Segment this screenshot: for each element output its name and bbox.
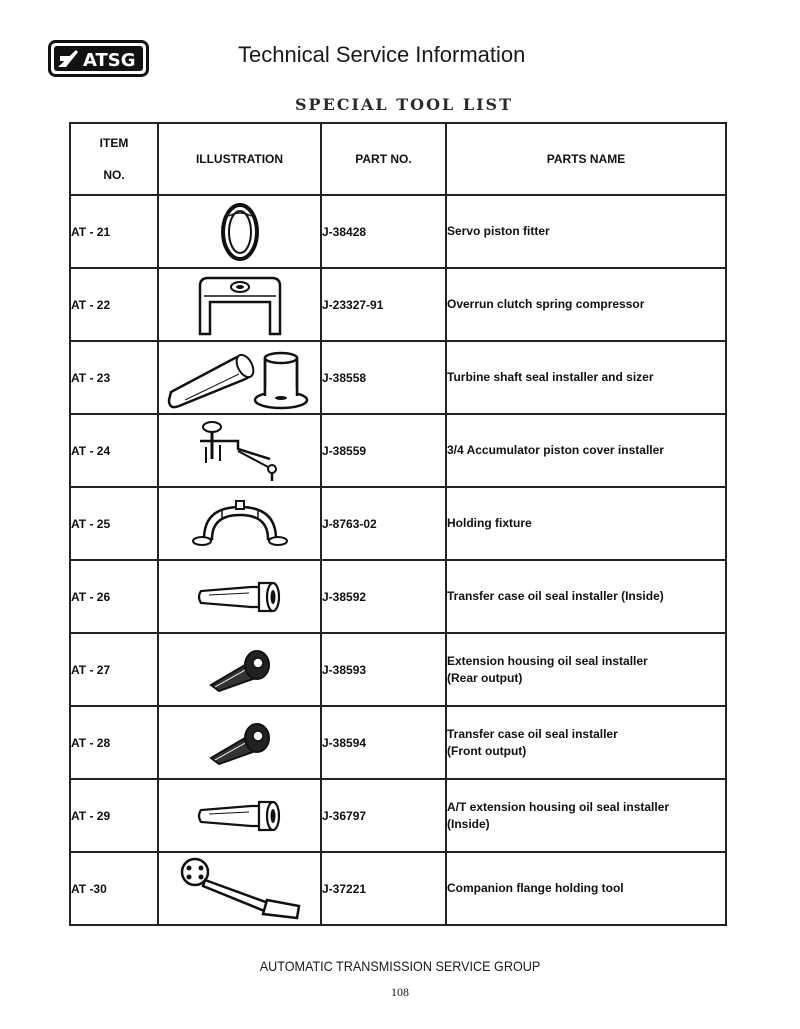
parts-name: Turbine shaft seal installer and sizer xyxy=(446,341,726,414)
part-no: J-38428 xyxy=(321,195,446,268)
item-no: AT - 21 xyxy=(70,195,158,268)
illustration-cell xyxy=(158,779,321,852)
table-row xyxy=(70,633,726,706)
column-header-parts-name: PARTS NAME xyxy=(446,123,726,195)
table-header-row xyxy=(70,123,726,195)
part-no: J-36797 xyxy=(321,779,446,852)
part-no: J-38559 xyxy=(321,414,446,487)
seal-driver-icon xyxy=(205,647,275,693)
parts-name: Transfer case oil seal installer (Inside) xyxy=(446,560,726,633)
list-title: SPECIAL TOOL LIST xyxy=(294,95,514,114)
item-no: AT - 22 xyxy=(70,268,158,341)
holding-fixture-icon xyxy=(192,499,288,549)
table-row xyxy=(70,852,726,925)
table-row xyxy=(70,487,726,560)
accumulator-installer-icon xyxy=(190,419,290,483)
parts-name: Extension housing oil seal installer (Rear output) xyxy=(446,633,726,706)
parts-name: Overrun clutch spring compressor xyxy=(446,268,726,341)
part-no: J-8763-02 xyxy=(321,487,446,560)
table-row xyxy=(70,560,726,633)
footer-group-name: AUTOMATIC TRANSMISSION SERVICE GROUP xyxy=(259,958,541,974)
illustration-cell xyxy=(158,268,321,341)
part-no: J-38592 xyxy=(321,560,446,633)
illustration-cell xyxy=(158,633,321,706)
part-no: J-23327-91 xyxy=(321,268,446,341)
item-no: AT -30 xyxy=(70,852,158,925)
table-row xyxy=(70,414,726,487)
part-no: J-38594 xyxy=(321,706,446,779)
item-no: AT - 29 xyxy=(70,779,158,852)
parts-name: Transfer case oil seal installer (Front output) xyxy=(446,706,726,779)
svg-text:ATSG: ATSG xyxy=(83,50,136,71)
table-row xyxy=(70,341,726,414)
part-no: J-38593 xyxy=(321,633,446,706)
flange-holding-tool-icon xyxy=(175,856,305,922)
illustration-cell xyxy=(158,341,321,414)
header-title: Technical Service Information xyxy=(238,42,526,67)
part-no: J-37221 xyxy=(321,852,446,925)
column-header-illustration: ILLUSTRATION xyxy=(158,123,321,195)
parts-name: Servo piston fitter xyxy=(446,195,726,268)
seal-driver-icon xyxy=(205,720,275,766)
illustration-cell xyxy=(158,195,321,268)
page-number: 108 xyxy=(391,985,409,999)
item-no: AT - 28 xyxy=(70,706,158,779)
item-no: AT - 27 xyxy=(70,633,158,706)
illustration-cell xyxy=(158,706,321,779)
table-row xyxy=(70,706,726,779)
parts-name: A/T extension housing oil seal installer (Inside) xyxy=(446,779,726,852)
column-header-part-no: PART NO. xyxy=(321,123,446,195)
spring-compressor-icon xyxy=(192,272,288,338)
table-row xyxy=(70,268,726,341)
illustration-cell xyxy=(158,414,321,487)
illustration-cell xyxy=(158,560,321,633)
item-no: AT - 23 xyxy=(70,341,158,414)
parts-name: Holding fixture xyxy=(446,487,726,560)
part-no: J-38558 xyxy=(321,341,446,414)
illustration-cell xyxy=(158,487,321,560)
special-tool-table xyxy=(69,122,727,926)
column-header-item-no: ITEM NO. xyxy=(70,123,158,195)
seal-installer-icon xyxy=(195,577,285,617)
table-row xyxy=(70,779,726,852)
seal-installer-sizer-icon xyxy=(165,344,315,412)
table-row xyxy=(70,195,726,268)
ring-fitter-icon xyxy=(210,200,270,264)
item-no: AT - 25 xyxy=(70,487,158,560)
item-no: AT - 24 xyxy=(70,414,158,487)
parts-name: 3/4 Accumulator piston cover installer xyxy=(446,414,726,487)
parts-name: Companion flange holding tool xyxy=(446,852,726,925)
seal-installer-icon xyxy=(195,796,285,836)
illustration-cell xyxy=(158,852,321,925)
atsg-logo xyxy=(48,40,149,77)
item-no: AT - 26 xyxy=(70,560,158,633)
